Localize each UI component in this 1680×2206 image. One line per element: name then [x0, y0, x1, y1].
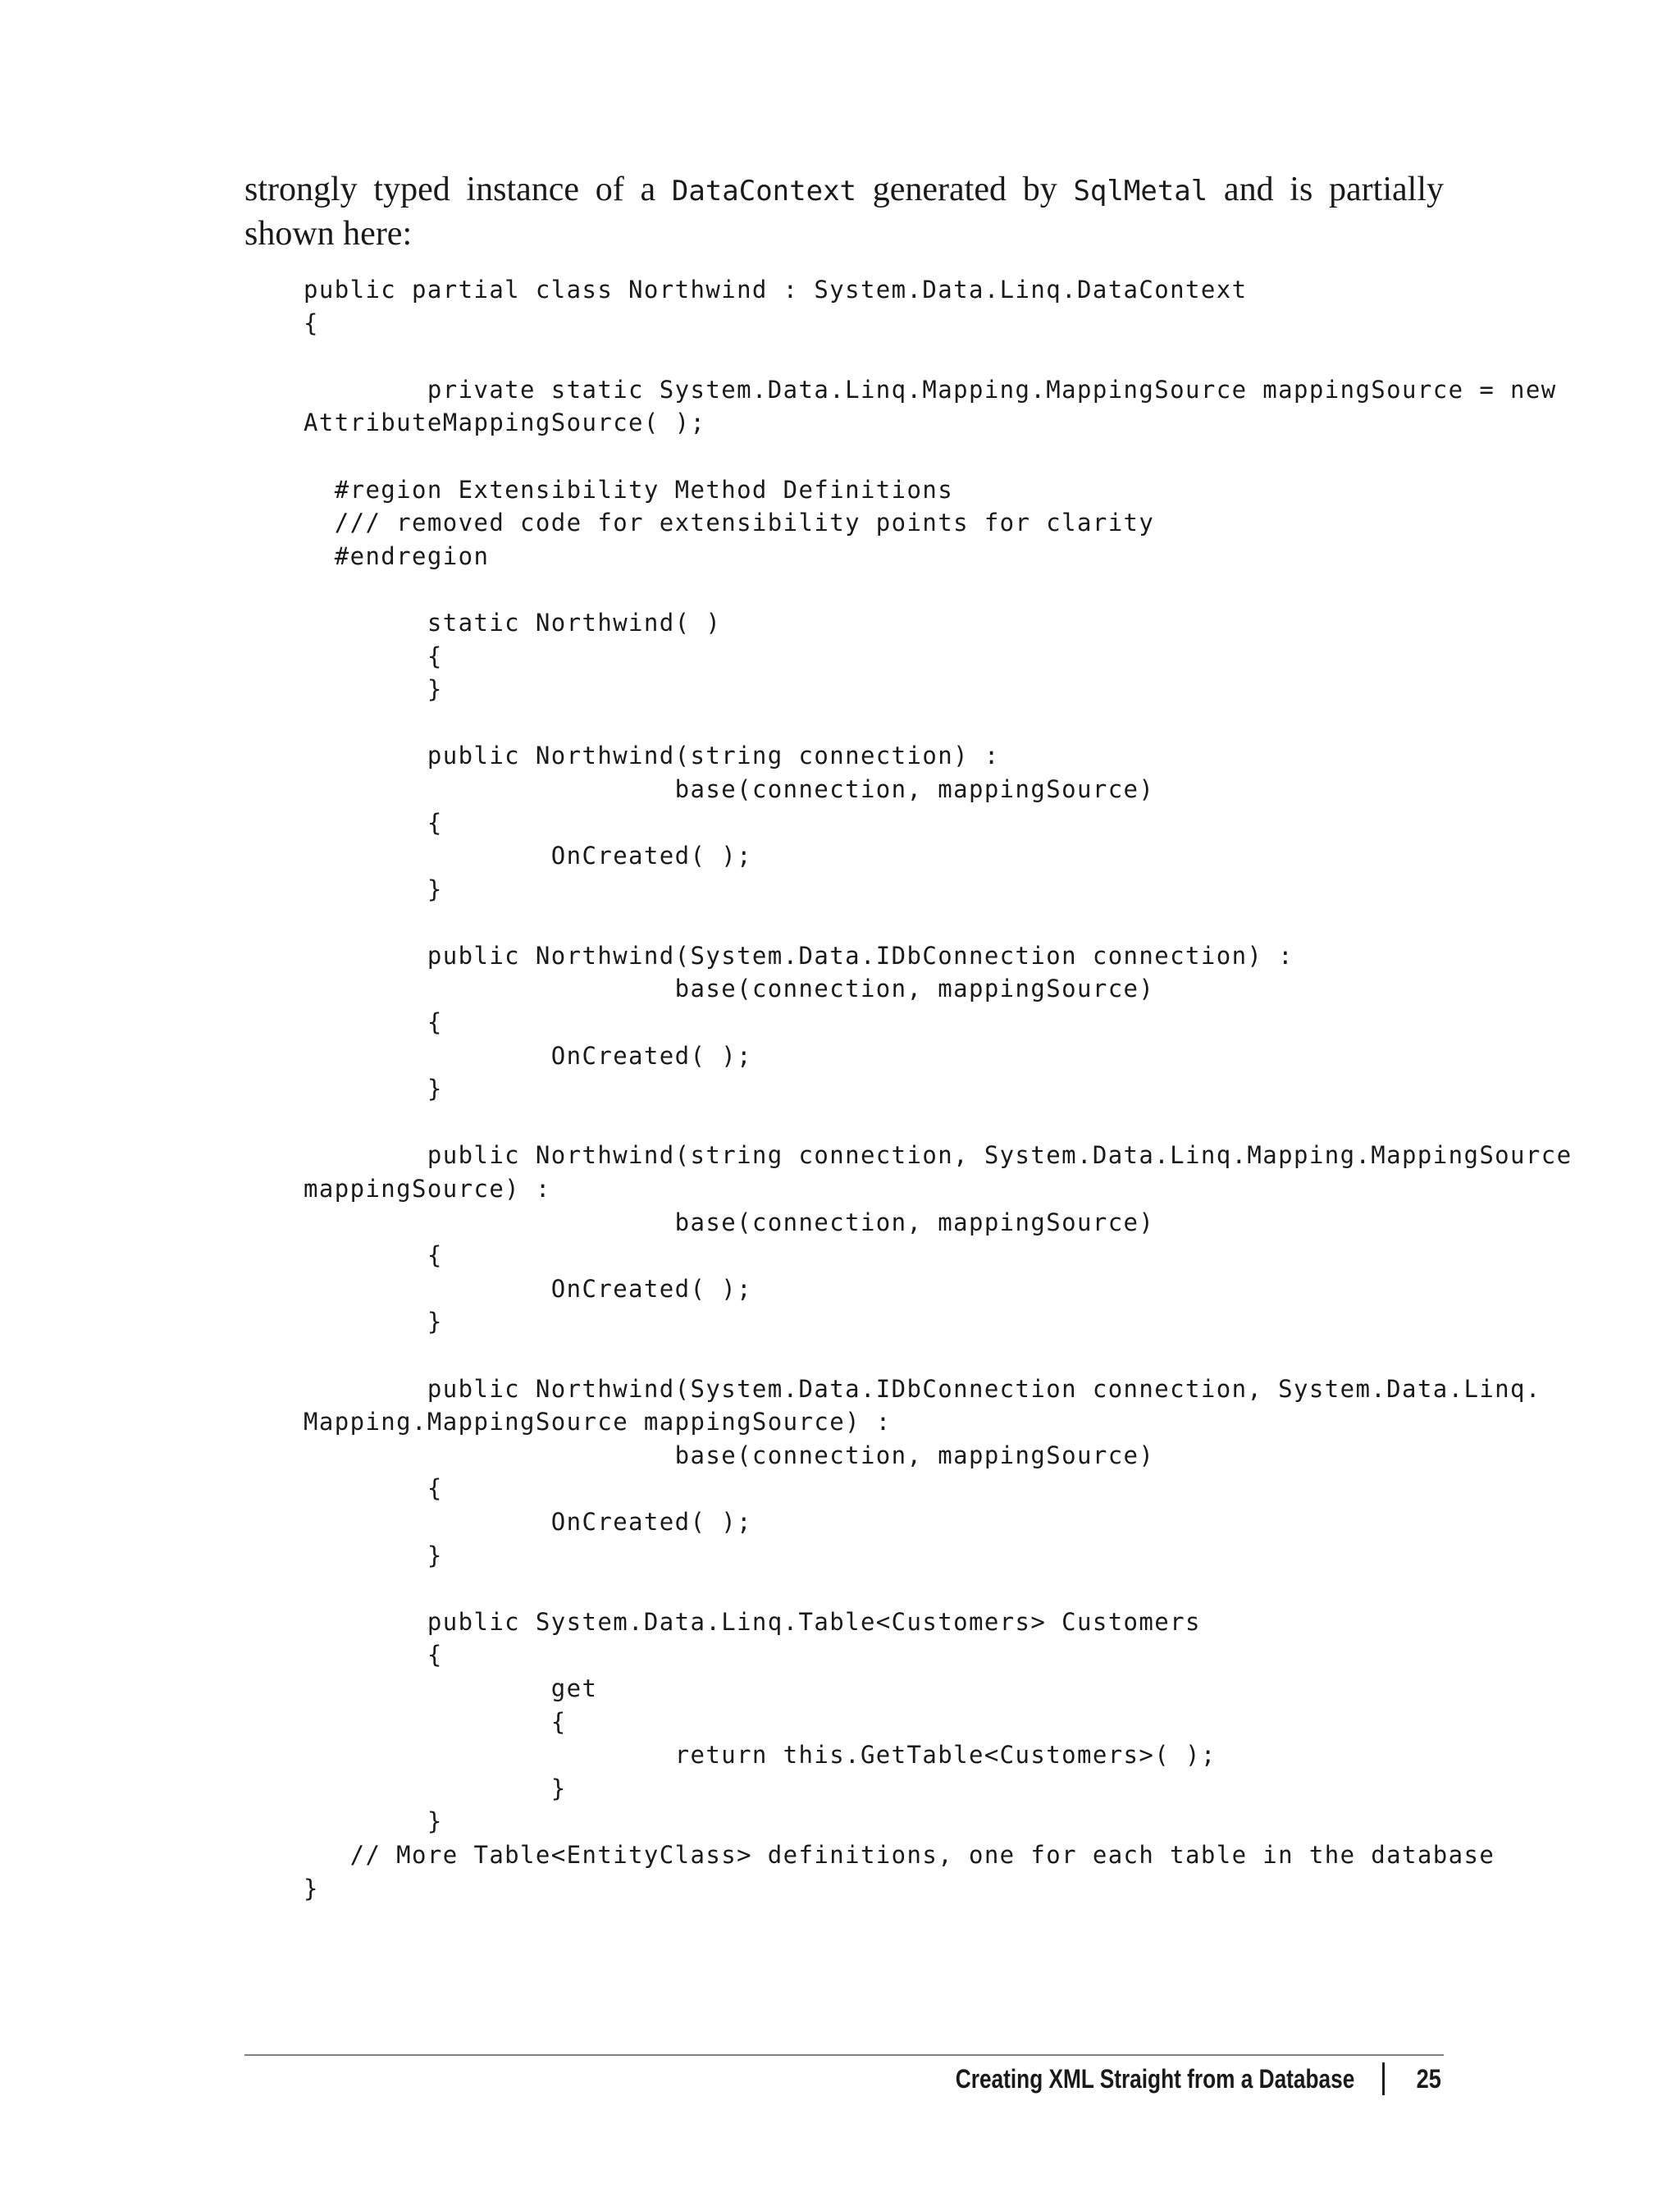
code-line: [304, 1339, 1452, 1372]
code-line: AttributeMappingSource( );: [304, 409, 706, 437]
code-line: [304, 1572, 1452, 1605]
code-line: /// removed code for extensibility points for clarity: [304, 509, 1155, 537]
code-line: }: [304, 1874, 319, 1902]
code-line: {: [304, 1474, 443, 1503]
code-line: [304, 1106, 1452, 1140]
inline-code-datacontext: DataContext: [671, 175, 857, 208]
code-line: }: [304, 1774, 567, 1802]
code-line: }: [304, 875, 443, 903]
intro-paragraph: [244, 168, 1444, 255]
footer-separator: [1382, 2062, 1385, 2095]
code-line: {: [304, 308, 319, 337]
code-line: base(connection, mappingSource): [304, 1441, 1155, 1469]
code-line: [304, 706, 1452, 740]
code-line: [304, 573, 1452, 606]
code-line: #endregion: [304, 541, 490, 570]
footer-chapter-title: Creating XML Straight from a Database: [955, 2063, 1355, 2094]
code-line: {: [304, 1008, 443, 1037]
code-line: return this.GetTable<Customers>( );: [304, 1741, 1217, 1770]
code-line: }: [304, 1541, 443, 1569]
inline-code-sqlmetal: SqlMetal: [1073, 175, 1208, 208]
code-line: [304, 906, 1452, 939]
code-line: private static System.Data.Linq.Mapping.MappingSource mappingSource = new: [304, 375, 1557, 404]
code-line: static Northwind( ): [304, 608, 722, 637]
code-listing: [304, 273, 1573, 1905]
code-line: public System.Data.Linq.Table<Customers> Customers: [304, 1607, 1201, 1636]
code-line: get: [304, 1674, 598, 1702]
code-line: mappingSource) :: [304, 1175, 551, 1203]
code-line: [304, 340, 1452, 373]
intro-text: generated by: [856, 171, 1074, 208]
code-line: }: [304, 1807, 443, 1836]
code-line: base(connection, mappingSource): [304, 1208, 1155, 1236]
code-line: OnCreated( );: [304, 842, 752, 870]
code-line: base(connection, mappingSource): [304, 975, 1155, 1003]
page-number: 25: [1417, 2063, 1442, 2094]
code-line: }: [304, 1075, 443, 1103]
code-line: [304, 440, 1452, 473]
code-line: OnCreated( );: [304, 1507, 752, 1536]
code-line: OnCreated( );: [304, 1274, 752, 1303]
intro-text: strongly typed instance of a: [244, 171, 672, 208]
code-line: public Northwind(System.Data.IDbConnection connection) :: [304, 941, 1294, 970]
code-line: }: [304, 675, 443, 704]
code-line: {: [304, 642, 443, 670]
code-line: {: [304, 1241, 443, 1270]
code-line: {: [304, 808, 443, 837]
code-line: #region Extensibility Method Definitions: [304, 475, 954, 504]
code-line: public Northwind(System.Data.IDbConnection connection, System.Data.Linq.: [304, 1374, 1541, 1403]
code-line: public Northwind(string connection, System.Data.Linq.Mapping.MappingSource: [304, 1141, 1573, 1170]
code-line: }: [304, 1308, 443, 1336]
code-line: base(connection, mappingSource): [304, 774, 1155, 803]
code-line: public partial class Northwind : System.Data.Linq.DataContext: [304, 276, 1248, 304]
code-line: public Northwind(string connection) :: [304, 742, 1000, 770]
intro-text: and is partially shown here:: [244, 171, 1444, 253]
code-line: Mapping.MappingSource mappingSource) :: [304, 1408, 892, 1436]
code-line: OnCreated( );: [304, 1041, 752, 1070]
code-line: {: [304, 1641, 443, 1669]
footer-rule: [244, 2054, 1444, 2056]
running-footer: [868, 2061, 1444, 2097]
code-line: // More Table<EntityClass> definitions, one for each table in the database: [304, 1840, 1495, 1869]
code-line: {: [304, 1707, 567, 1736]
